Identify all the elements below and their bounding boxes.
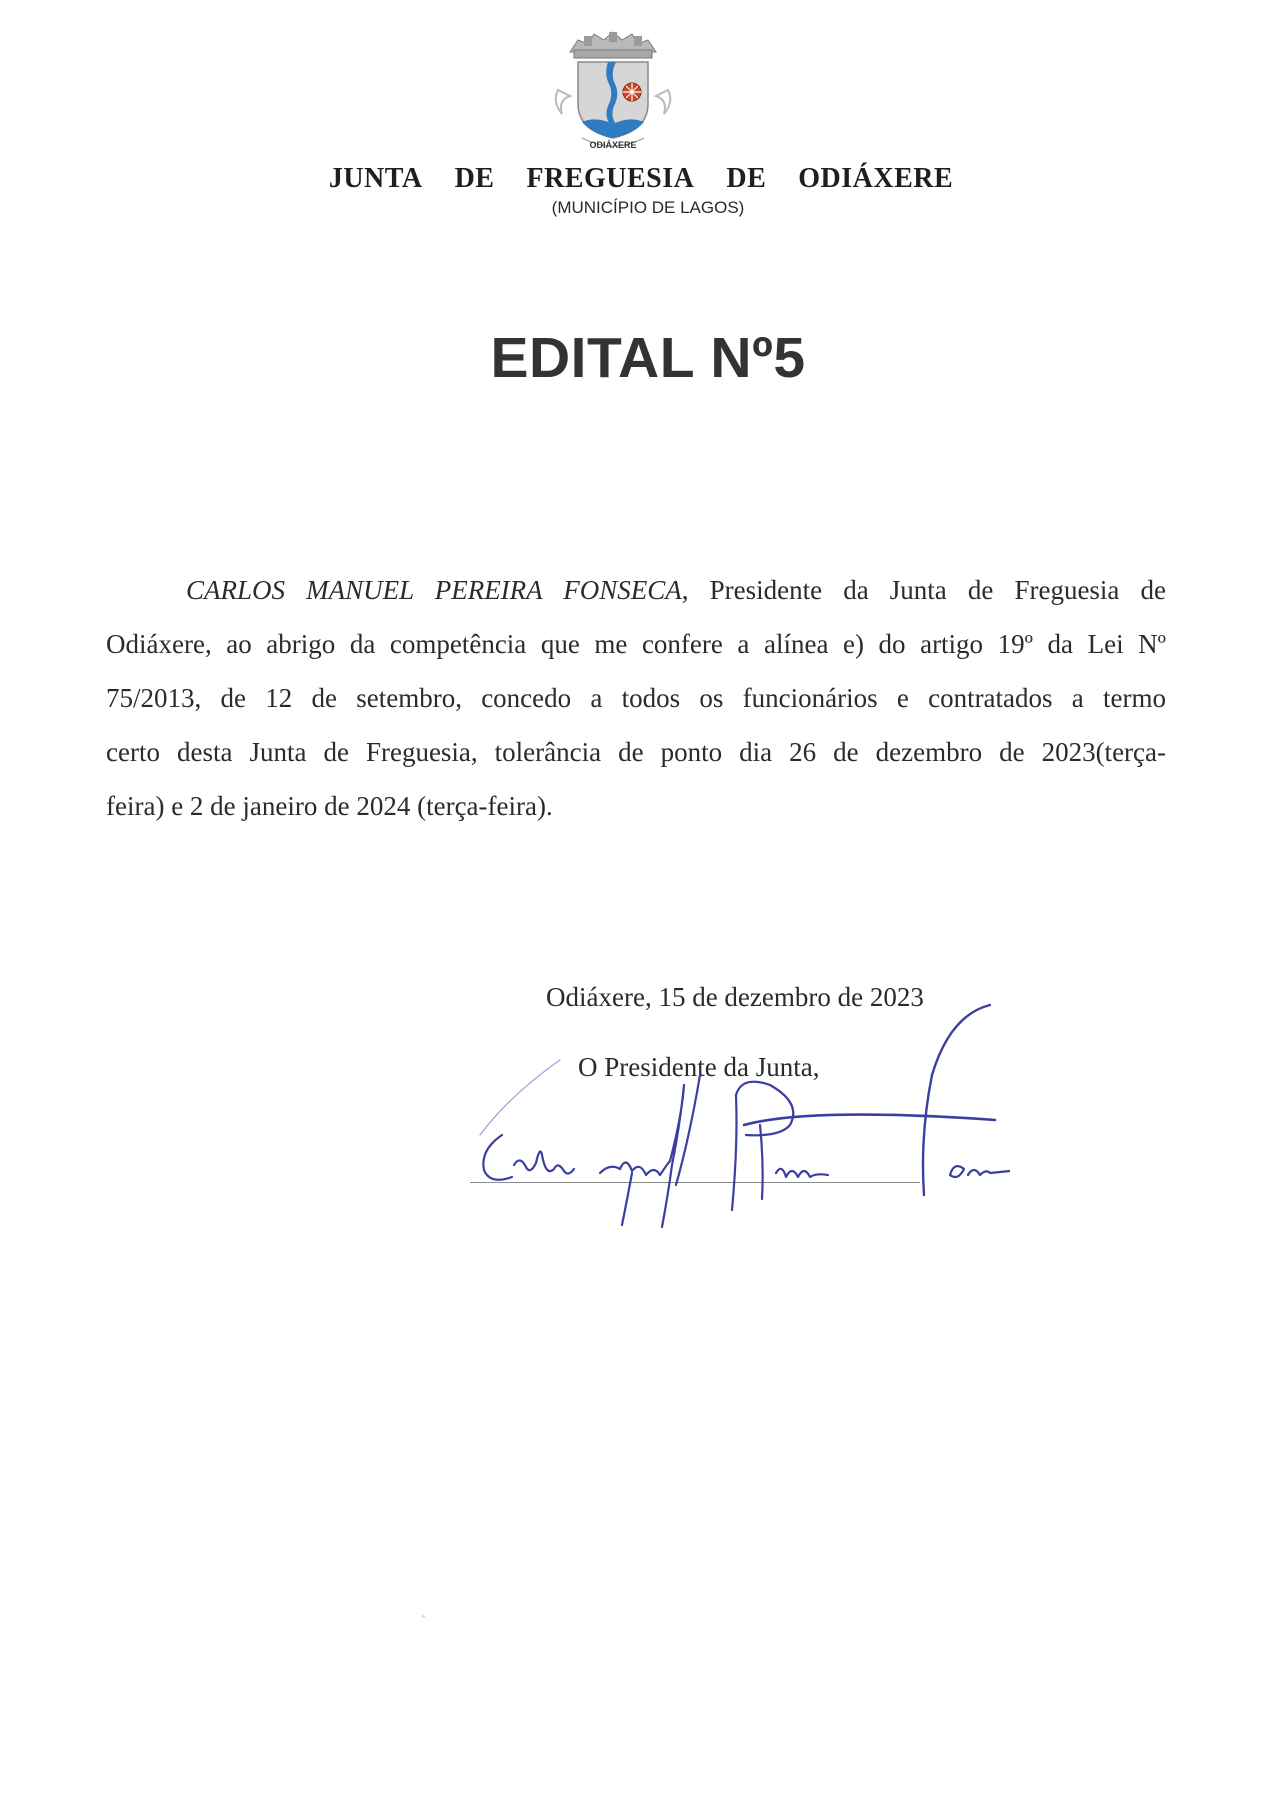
signatory-name: CARLOS MANUEL PEREIRA FONSECA	[186, 575, 682, 605]
signature-icon	[450, 985, 1010, 1235]
body-line: feira) e 2 de janeiro de 2024 (terça-feira).	[106, 791, 553, 821]
scan-artifact	[422, 1615, 425, 1618]
org-word: FREGUESIA	[526, 163, 695, 194]
signature-line	[470, 1182, 920, 1183]
coat-of-arms-icon	[548, 30, 678, 152]
body-line: certo desta Junta de Freguesia, tolerância de ponto dia 26 de dezembro de 2023(terça-	[106, 737, 1166, 767]
crest-label: ODIÁXERE	[589, 140, 637, 150]
org-word: DE	[726, 163, 767, 194]
signer-title: O Presidente da Junta,	[578, 1052, 820, 1082]
body-line	[106, 563, 1166, 617]
org-word: JUNTA	[328, 163, 423, 194]
body-line: Odiáxere, ao abrigo da competência que me confere a alínea e) do artigo 19º da Lei Nº	[106, 629, 1166, 659]
body-line: 75/2013, de 12 de setembro, concedo a todos os funcionários e contratados a termo	[106, 683, 1166, 713]
body-line-text: , Presidente da Junta de Freguesia de	[681, 575, 1166, 605]
organization-subtitle: (MUNICÍPIO DE LAGOS)	[551, 198, 745, 217]
edict-body	[106, 563, 1166, 833]
organization-name	[0, 163, 1282, 195]
org-word: DE	[454, 163, 495, 194]
document-title: EDITAL Nº5	[490, 326, 806, 390]
org-word: ODIÁXERE	[798, 163, 954, 194]
place-date: Odiáxere, 15 de dezembro de 2023	[546, 982, 924, 1012]
